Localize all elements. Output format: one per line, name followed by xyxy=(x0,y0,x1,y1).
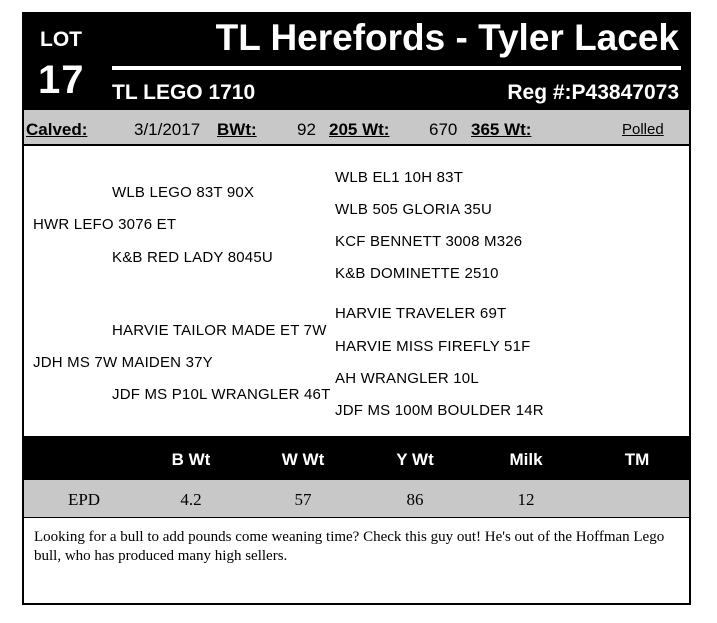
pedigree-dam-sire: HARVIE TAILOR MADE ET 7W xyxy=(112,322,327,339)
pedigree-ssd: WLB 505 GLORIA 35U xyxy=(335,201,493,218)
calved-value: 3/1/2017 xyxy=(134,120,201,139)
animal-name: TL LEGO 1710 xyxy=(112,81,256,104)
wt205-value: 670 xyxy=(429,120,458,139)
epd-value-milk: 12 xyxy=(517,490,535,509)
bwt-value: 92 xyxy=(297,120,316,139)
farm-title: TL Herefords - Tyler Lacek xyxy=(215,17,679,58)
calved-label: Calved: xyxy=(26,120,88,139)
pedigree-dds: AH WRANGLER 10L xyxy=(335,370,479,387)
bwt-label: BWt: xyxy=(217,120,257,139)
epd-header-bwt: B Wt xyxy=(171,450,211,469)
epd-header-tm: TM xyxy=(624,450,650,469)
epd-header-row xyxy=(24,436,689,480)
lot-description: Looking for a bull to add pounds come weaning time? Check this guy out! He's out of the Hoffman Lego bull, who has produced many high sellers. xyxy=(34,529,665,564)
lot-card xyxy=(22,12,691,605)
header-divider xyxy=(112,66,681,70)
lot-label: LOT xyxy=(40,28,82,51)
stats-row xyxy=(24,110,689,146)
epd-header-ywt: Y Wt xyxy=(396,450,434,469)
pedigree-ddd: JDF MS 100M BOULDER 14R xyxy=(335,402,544,419)
epd-header-milk: Milk xyxy=(509,450,543,469)
pedigree-section xyxy=(24,146,689,436)
pedigree-dsd: HARVIE MISS FIREFLY 51F xyxy=(335,338,531,355)
registration-number: Reg #:P43847073 xyxy=(507,81,679,104)
wt205-label: 205 Wt: xyxy=(329,120,390,139)
lot-header xyxy=(24,14,689,110)
epd-value-bwt: 4.2 xyxy=(180,490,202,509)
pedigree-dam: JDH MS 7W MAIDEN 37Y xyxy=(33,354,213,371)
lot-number: 17 xyxy=(38,58,85,102)
epd-value-wwt: 57 xyxy=(294,490,312,509)
pedigree-sss: WLB EL1 10H 83T xyxy=(335,169,464,186)
pedigree-sire-dam: K&B RED LADY 8045U xyxy=(112,249,273,266)
epd-value-ywt: 86 xyxy=(406,490,424,509)
epd-header-wwt: W Wt xyxy=(281,450,325,469)
pedigree-sire-sire: WLB LEGO 83T 90X xyxy=(112,184,255,201)
pedigree-dam-dam: JDF MS P10L WRANGLER 46T xyxy=(112,386,331,403)
pedigree-dss: HARVIE TRAVELER 69T xyxy=(335,305,507,322)
wt365-label: 365 Wt: xyxy=(471,120,532,139)
pedigree-sire: HWR LEFO 3076 ET xyxy=(33,216,177,233)
pedigree-sdd: K&B DOMINETTE 2510 xyxy=(335,265,499,282)
polled-label: Polled xyxy=(622,121,664,138)
epd-values-row xyxy=(24,480,689,518)
epd-row-label: EPD xyxy=(67,490,101,509)
pedigree-sds: KCF BENNETT 3008 M326 xyxy=(335,233,523,250)
